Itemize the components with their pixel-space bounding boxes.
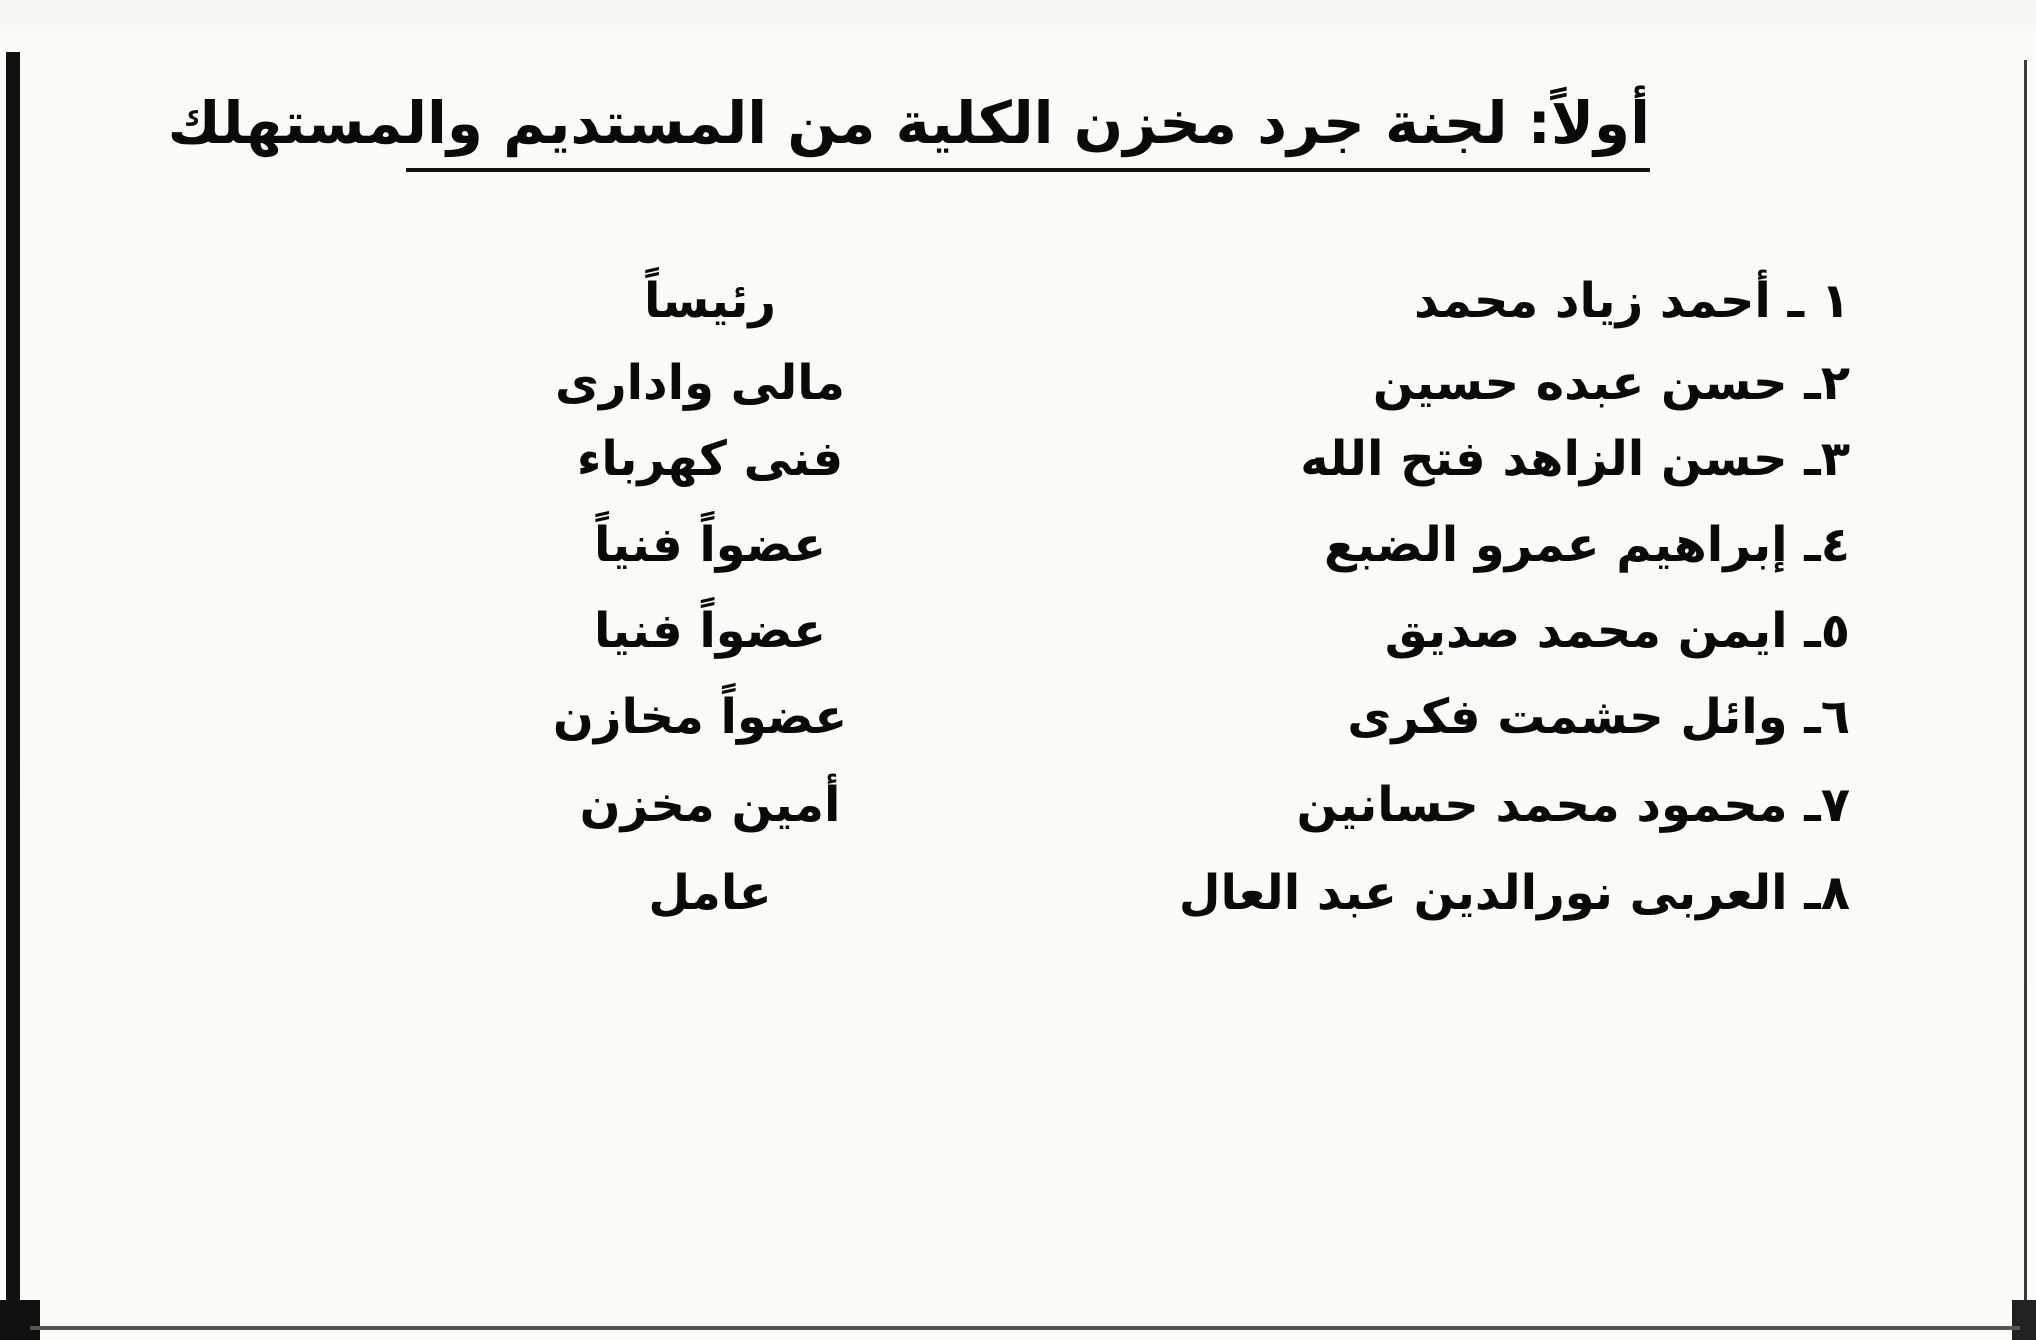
- member-name: ٢ـ حسن عبده حسين: [1372, 355, 1850, 411]
- member-name: ٨ـ العربى نورالدين عبد العال: [1178, 865, 1850, 921]
- member-name: ٦ـ وائل حشمت فكرى: [1347, 689, 1850, 745]
- member-role: عضواً فنيا: [594, 603, 826, 659]
- member-role: أمين مخزن: [579, 777, 841, 833]
- member-name: ٧ـ محمود محمد حسانين: [1296, 777, 1850, 833]
- member-role: عضواً فنياً: [594, 517, 826, 573]
- member-role: عضواً مخازن: [552, 689, 848, 745]
- member-name: ١ ـ أحمد زياد محمد: [1413, 273, 1850, 329]
- page-title: أولاً: لجنة جرد مخزن الكلية من المستديم والمستهلك: [167, 89, 1650, 157]
- member-name: ٤ـ إبراهيم عمرو الضبع: [1324, 517, 1850, 573]
- member-name: ٥ـ ايمن محمد صديق: [1384, 603, 1850, 659]
- member-role: رئيساً: [643, 273, 777, 329]
- member-role: عامل: [648, 865, 772, 921]
- member-role: مالى وادارى: [554, 355, 846, 411]
- member-role: فنى كهرباء: [576, 431, 844, 487]
- member-name: ٣ـ حسن الزاهد فتح الله: [1300, 431, 1850, 487]
